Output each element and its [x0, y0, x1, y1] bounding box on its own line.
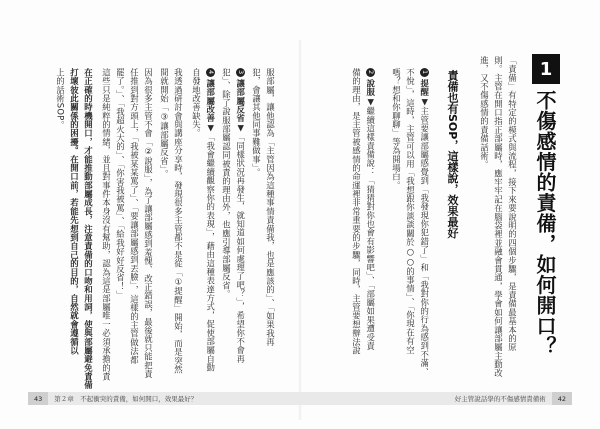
body-line: 因為很多主管不會「②說服」，為了讓部屬感到羞愧、改正錯誤，最後就只能把責	[143, 68, 154, 379]
body-line: 罷了。」、「我超火大的」、「你害我被罵」、「給我好好反省！」	[115, 68, 126, 300]
step-1-line	[419, 68, 430, 377]
page-number-left: 43	[28, 392, 48, 405]
body-line: 服部屬，讓他認為「主管因為這種事情責備我，也是應該的」、「如果我再	[265, 68, 276, 347]
step-text: ▼主管要讓部屬感覺到「我發現你犯錯了」和「我對你的行為感到不滿、	[419, 96, 430, 377]
chapter-title: 不傷感情的責備，如何開口？	[533, 90, 557, 357]
step-number-badge: 3	[236, 68, 245, 77]
body-line: 間就開始「③讓部屬反省」。	[159, 68, 170, 179]
step-4-line	[205, 68, 216, 372]
step-text: ▼繼續這樣責備說：「猜猜對你也會有影響吧」、「部屬如果遭受責	[365, 96, 376, 351]
chapter-number-badge	[532, 54, 560, 84]
footer-chapter-caption: 第２章 不起衝突的責備，如何開口，效果最好？	[54, 395, 198, 403]
book-spine	[298, 40, 302, 420]
footer-book-title: 好主管說話學的不傷感情責備術	[454, 395, 546, 403]
body-line: 我透過研討會與講座分享時，發現很多主管都不是從「①提醒」開始，而是突然	[173, 68, 184, 374]
footer-left	[28, 392, 203, 405]
step-label: 讓部屬反省	[235, 79, 246, 123]
step-3-line	[236, 68, 245, 368]
step-text: ▼「同樣狀況再發生，就知道如何處理了吧？」，希望你不會再	[235, 122, 246, 364]
step-number-badge: 1	[420, 68, 429, 77]
body-line-emphasis: 打壞彼此關係的困擾。在開口前，若能先想到自己的目的，自然就會遵循以	[69, 68, 80, 355]
step-2-line: 備的理由，是主管被感情的命運裡非常重要的步驟，同時，主管要想辦法說	[351, 68, 362, 355]
page-footer	[28, 392, 572, 405]
section-heading: 責備也有SOP，這樣說，效果最好	[446, 70, 459, 239]
body-line: 犯，會讓其他同事難做事」。	[251, 68, 262, 177]
intro-line: 則。主管在開口指正部屬時，應牢牢記在腦袋裡並融會貫通，學會如何讓部屬主動改	[493, 56, 504, 378]
footer-right	[449, 392, 572, 405]
body-line: 上的話術SOP。	[55, 68, 66, 130]
step-label: 提醒	[419, 79, 430, 97]
step-number-badge: 4	[206, 68, 215, 77]
step-number-badge: 2	[366, 68, 375, 77]
step-label: 讓部屬改善	[205, 79, 216, 123]
body-line: 犯」、除了說服部屬認同被責的理由外，也應引導部屬反省。	[221, 68, 232, 299]
body-line-emphasis: 在正確的時機開口，才能推動部屬成長，注意責備的口吻和用詞，使與部屬避免責備	[83, 68, 94, 390]
step-2-line	[366, 68, 375, 358]
chapter-number: 1	[539, 58, 553, 80]
intro-line: 「責備」有特定的模式與流程，接下來要說明的四個步驟，是責備最基本的原	[507, 56, 518, 352]
intro-line: 進，又不傷感情的責備話術。	[479, 56, 490, 169]
step-1-line: 嗎？想和你聊聊」等為開場白。	[391, 68, 402, 190]
step-1-line: 不悅」，這時，主管可以用「我想跟你談談關於○○的事情」、「你現在有空	[405, 68, 416, 355]
step-label: 說服	[365, 79, 376, 97]
body-line: 任推到對方頭上，「我被某某罵了」、「要讓部屬感到丟臉」，這樣的主管做法都	[129, 68, 140, 365]
step-text: ▼「我會繼續觀察你的表現」，藉由這種表達方式，促使部屬自動	[205, 122, 216, 372]
body-line: 自發地改善缺失。	[191, 68, 202, 138]
body-line: 這些只是純粹的情緒，並且對事件本身沒有幫助，認為這是部屬唯一必須承擔的責	[101, 68, 112, 381]
page-number-right: 42	[552, 392, 572, 405]
